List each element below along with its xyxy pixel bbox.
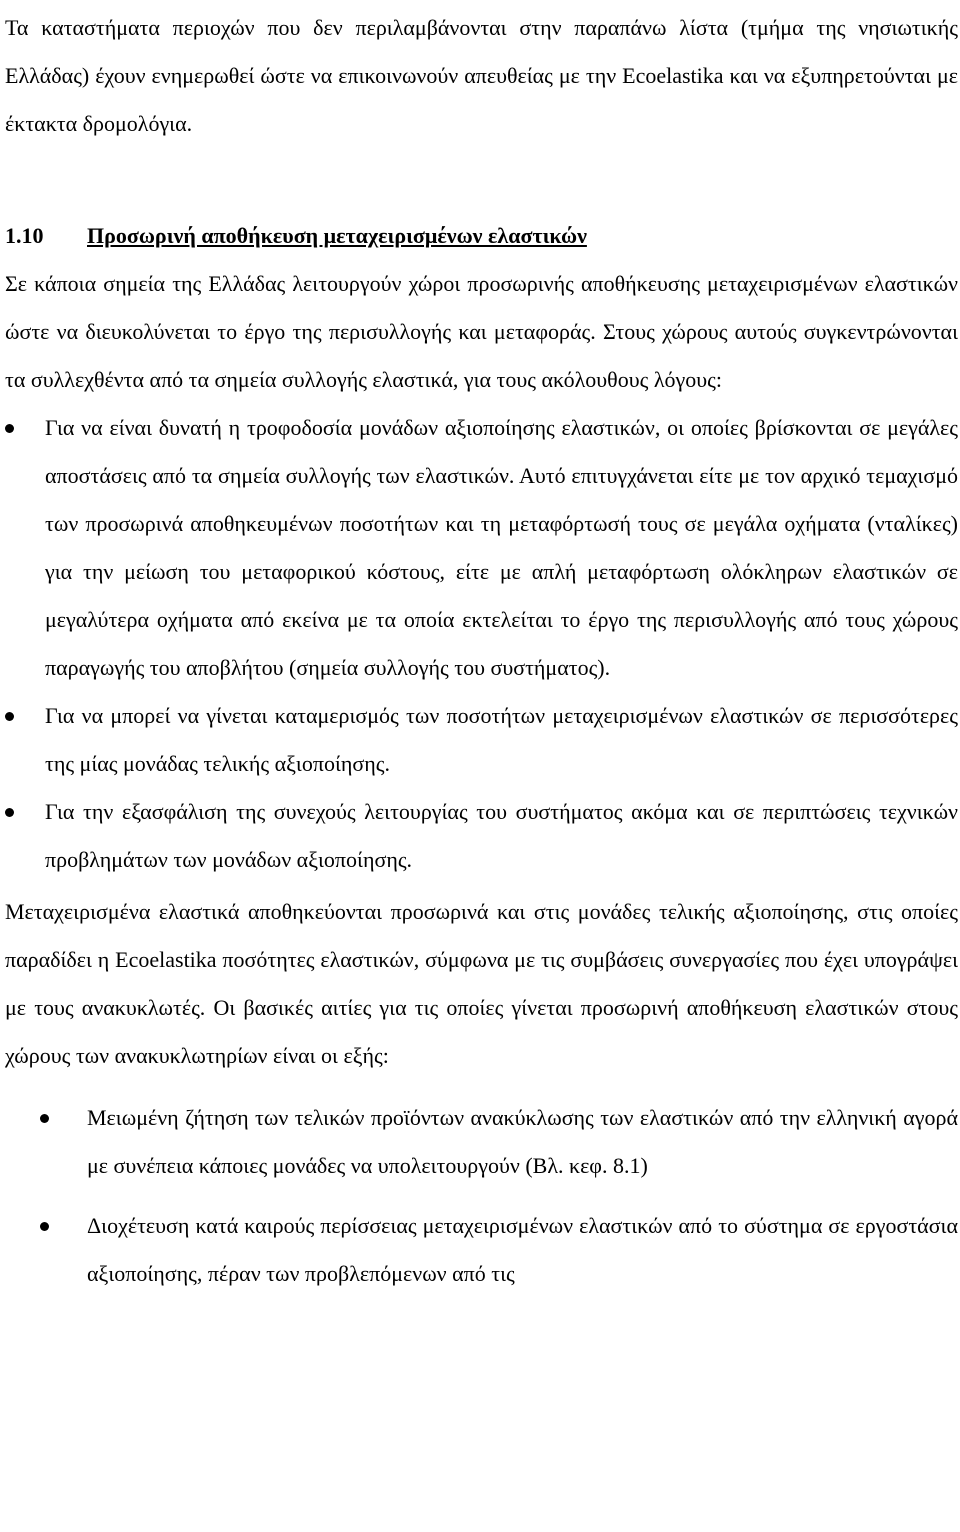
reasons-list <box>5 404 958 884</box>
bullet-icon <box>5 424 14 433</box>
section-number: 1.10 <box>5 223 44 248</box>
list-item-text: Για την εξασφάλιση της συνεχούς λειτουργίας του συστήματος ακόμα και σε περιπτώσεις τεχνικών προβλημάτων των μονάδων αξιοποίησης. <box>45 799 958 872</box>
bullet-icon <box>5 712 14 721</box>
section-paragraph: Σε κάποια σημεία της Ελλάδας λειτουργούν χώροι προσωρινής αποθήκευσης μεταχειρισμένων ελαστικών ώστε να διευκολύνεται το έργο της περισυλλογής και μεταφοράς. Στους χώρους αυτούς συγκεντρώνονται τα συλλεχθέντα από τα σημεία συλλογής ελαστικά, για τους ακόλουθους λόγους: <box>5 271 958 392</box>
list-item <box>5 404 958 692</box>
document-page <box>5 4 958 1310</box>
section-heading <box>5 212 958 260</box>
bullet-icon <box>5 808 14 817</box>
list-item-text: Για να είναι δυνατή η τροφοδοσία μονάδων αξιοποίησης ελαστικών, οι οποίες βρίσκονται σε μεγάλες αποστάσεις από τα σημεία συλλογής των ελαστικών. Αυτό επιτυγχάνεται είτε με τον αρχικό τεμαχισμό των προσωρινά αποθηκευμένων ποσοτήτων και τη μεταφόρτωσή τους σε μεγάλα οχήματα (νταλίκες) για την μείωση του μεταφορικού κόστους, είτε με απλή μεταφόρτωση ολόκληρων ελαστικών σε μεγαλύτερα οχήματα από εκείνα με τα οποία εκτελείται το έργο της περισυλλογής από τους χώρους παραγωγής του αποβλήτου (σημεία συλλογής του συστήματος). <box>45 415 958 680</box>
list-item <box>5 788 958 884</box>
intro-paragraph: Τα καταστήματα περιοχών που δεν περιλαμβάνονται στην παραπάνω λίστα (τμήμα της νησιωτικής Ελλάδας) έχουν ενημερωθεί ώστε να επικοινωνούν απευθείας με την Ecoelastika και να εξυπηρετούνται με έκτακτα δρομολόγια. <box>5 15 958 136</box>
list-item <box>5 1202 958 1298</box>
list-item-text: Μειωμένη ζήτηση των τελικών προϊόντων ανακύκλωσης των ελαστικών από την ελληνική αγορά με συνέπεια κάποιες μονάδες να υπολειτουργούν (Βλ. κεφ. 8.1) <box>87 1105 958 1178</box>
bullet-icon <box>40 1222 49 1231</box>
list-item <box>5 1094 958 1190</box>
causes-list <box>5 1094 958 1298</box>
section-title: Προσωρινή αποθήκευση μεταχειρισμένων ελαστικών <box>87 223 587 248</box>
bullet-icon <box>40 1114 49 1123</box>
section-paragraph-2: Μεταχειρισμένα ελαστικά αποθηκεύονται προσωρινά και στις μονάδες τελικής αξιοποίησης, στις οποίες παραδίδει η Ecoelastika ποσότητες ελαστικών, σύμφωνα με τις συμβάσεις συνεργασίες που έχει υπογράψει με τους ανακυκλωτές. Οι βασικές αιτίες για τις οποίες γίνεται προσωρινή αποθήκευση ελαστικών στους χώρους των ανακυκλωτηρίων είναι οι εξής: <box>5 899 958 1068</box>
list-item-text: Για να μπορεί να γίνεται καταμερισμός των ποσοτήτων μεταχειρισμένων ελαστικών σε περισσότερες της μίας μονάδας τελικής αξιοποίησης. <box>45 703 958 776</box>
list-item <box>5 692 958 788</box>
list-item-text: Διοχέτευση κατά καιρούς περίσσειας μεταχειρισμένων ελαστικών από το σύστημα σε εργοστάσια αξιοποίησης, πέραν των προβλεπόμενων από τις <box>87 1213 958 1286</box>
